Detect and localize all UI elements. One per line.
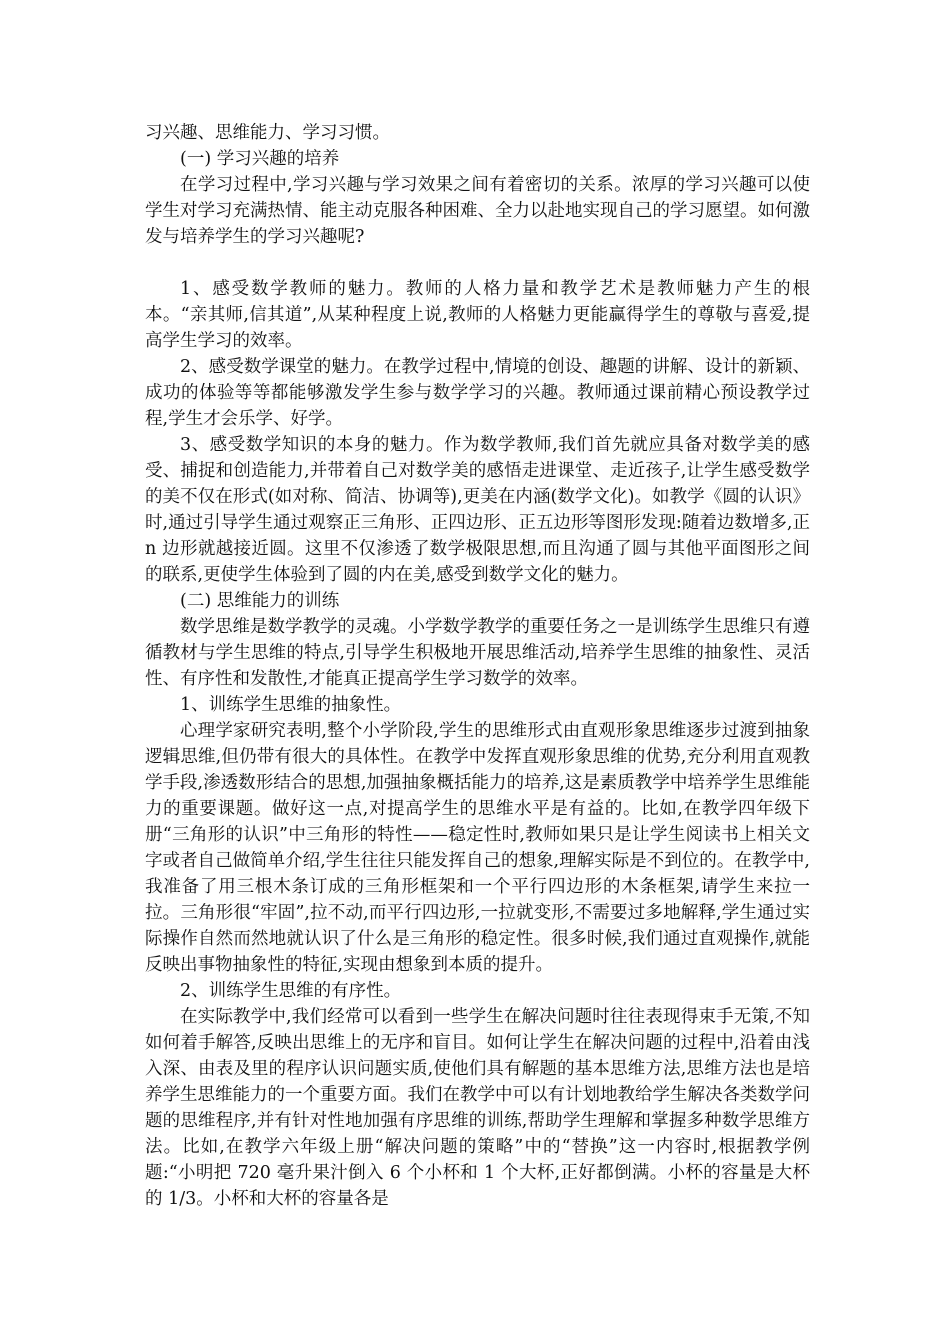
paragraph: 1、感受数学教师的魅力。教师的人格力量和教学艺术是教师魅力产生的根本。“亲其师,信其道”,从某种程度上说,教师的人格魅力更能赢得学生的尊敬与喜爱,提高学生学习的效率。 [145,279,810,351]
paragraph: 1、训练学生思维的抽象性。 [180,695,402,715]
paragraph: (二) 思维能力的训练 [180,591,340,611]
paragraph: 在学习过程中,学习兴趣与学习效果之间有着密切的关系。浓厚的学习兴趣可以使学生对学习充满热情、能主动克服各种困难、全力以赴地实现自己的学习愿望。如何激发与培养学生的学习兴趣呢? [145,175,810,247]
paragraph: 数学思维是数学教学的灵魂。小学数学教学的重要任务之一是训练学生思维只有遵循教材与学生思维的特点,引导学生积极地开展思维活动,培养学生思维的抽象性、灵活性、有序性和发散性,才能真正提高学生学习数学的效率。 [145,617,810,689]
document-body [145,120,810,1212]
paragraph: (一) 学习兴趣的培养 [180,149,340,169]
paragraph: 心理学家研究表明,整个小学阶段,学生的思维形式由直观形象思维逐步过渡到抽象逻辑思维,但仍带有很大的具体性。在教学中发挥直观形象思维的优势,充分利用直观教学手段,渗透数形结合的思想,加强抽象概括能力的培养,这是素质教学中培养学生思维能力的重要课题。做好这一点,对提高学生的思维水平是有益的。比如,在教学四年级下册“三角形的认识”中三角形的特性——稳定性时,教师如果只是让学生阅读书上相关文字或者自己做简单介绍,学生往往只能发挥自己的想象,理解实际是不到位的。在教学中,我准备了用三根木条订成的三角形框架和一个平行四边形的木条框架,请学生来拉一拉。三角形很“牢固”,拉不动,而平行四边形,一拉就变形,不需要过多地解释,学生通过实际操作自然而然地就认识了什么是三角形的稳定性。很多时候,我们通过直观操作,就能反映出事物抽象性的特征,实现由想象到本质的提升。 [145,721,810,975]
paragraph: 3、感受数学知识的本身的魅力。作为数学教师,我们首先就应具备对数学美的感受、捕捉和创造能力,并带着自己对数学美的感悟走进课堂、走近孩子,让学生感受数学的美不仅在形式(如对称、简洁、协调等),更美在内涵(数学文化)。如教学《圆的认识》时,通过引导学生通过观察正三角形、正四边形、正五边形等图形发现:随着边数增多,正 n 边形就越接近圆。这里不仅渗透了数学极限思想,而且沟通了圆与其他平面图形之间的联系,更使学生体验到了圆的内在美,感受到数学文化的魅力。 [145,435,810,585]
paragraph: 在实际教学中,我们经常可以看到一些学生在解决问题时往往表现得束手无策,不知如何着手解答,反映出思维上的无序和盲目。如何让学生在解决问题的过程中,沿着由浅入深、由表及里的程序认识问题实质,使他们具有解题的基本思维方法,思维方法也是培养学生思维能力的一个重要方面。我们在教学中可以有计划地教给学生解决各类数学问题的思维程序,并有针对性地加强有序思维的训练,帮助学生理解和掌握多种数学思维方法。比如,在教学六年级上册“解决问题的策略”中的“替换”这一内容时,根据教学例题:“小明把 720 毫升果汁倒入 6 个小杯和 1 个大杯,正好都倒满。小杯的容量是大杯的 1/3。小杯和大杯的容量各是 [145,1007,810,1209]
paragraph: 2、感受数学课堂的魅力。在教学过程中,情境的创设、趣题的讲解、设计的新颖、成功的体验等等都能够激发学生参与数学学习的兴趣。教师通过课前精心预设教学过程,学生才会乐学、好学。 [145,357,810,429]
paragraph: 2、训练学生思维的有序性。 [180,981,402,1001]
blank-line [145,250,810,276]
paragraph: 习兴趣、思维能力、学习习惯。 [145,123,390,143]
